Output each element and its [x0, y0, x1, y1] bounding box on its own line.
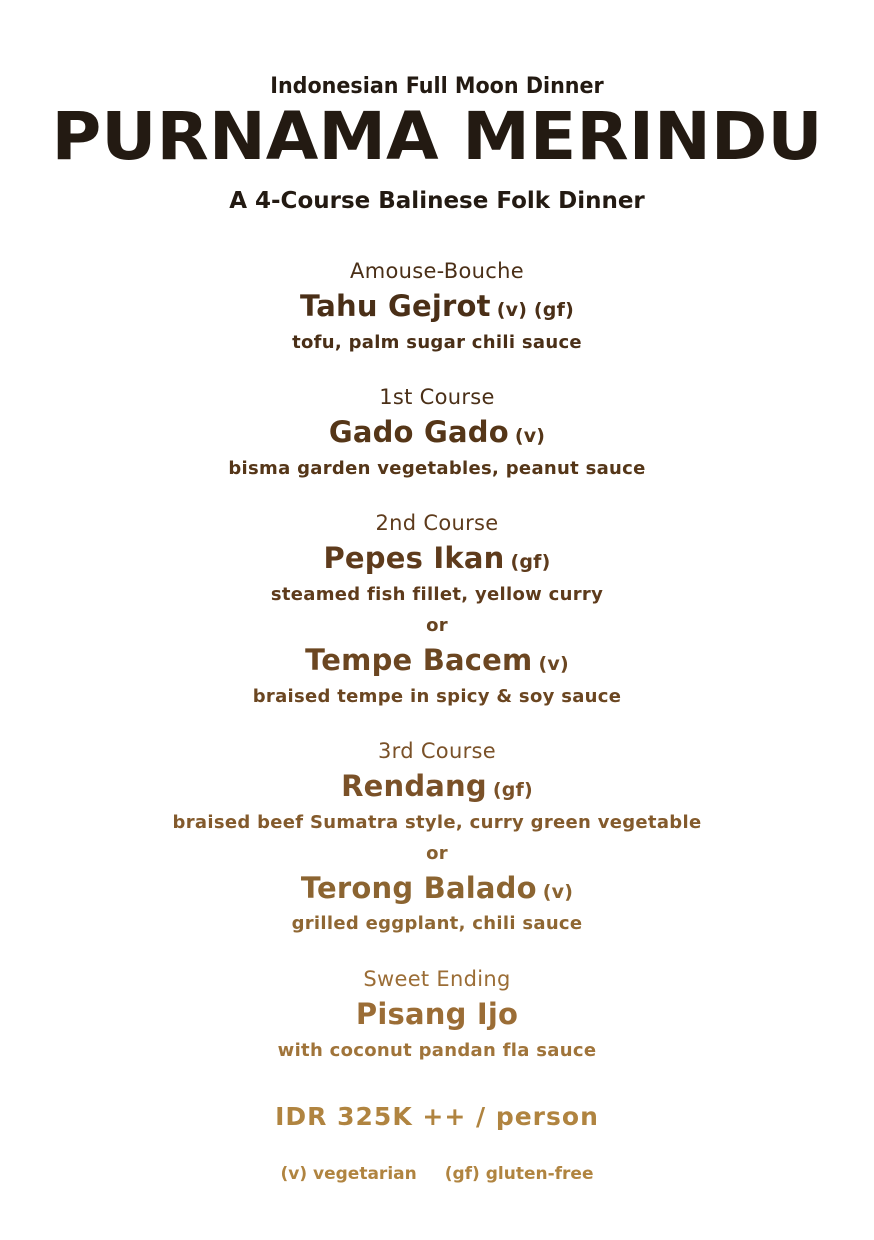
dish-rendang	[0, 769, 874, 803]
course-label-amuse-bouche: Amouse-Bouche	[350, 259, 524, 283]
course-label-first: 1st Course	[379, 385, 495, 409]
dish-name: Gado Gado	[328, 415, 509, 449]
dish-name: Pepes Ikan	[323, 541, 505, 575]
diet-marker: (v)	[514, 425, 546, 447]
course-label-second: 2nd Course	[375, 511, 499, 535]
dish-name: Tahu Gejrot	[300, 289, 491, 323]
dish-description: tofu, palm sugar chili sauce	[292, 332, 582, 353]
diet-marker: (v)	[538, 653, 569, 675]
dish-name: Tempe Bacem	[305, 643, 533, 677]
diet-marker: (gf)	[492, 779, 533, 801]
dish-pisang-ijo	[0, 997, 874, 1031]
dish-description: braised tempe in spicy & soy sauce	[252, 686, 622, 707]
dish-gado-gado	[0, 415, 874, 449]
diet-marker: (v)	[542, 881, 574, 903]
or-separator: or	[426, 843, 448, 864]
price: IDR 325K ++ / person	[275, 1102, 599, 1131]
dish-name: Terong Balado	[300, 871, 537, 905]
dish-tempe-bacem	[0, 643, 874, 677]
dish-description: grilled eggplant, chili sauce	[291, 913, 583, 934]
dish-terong-balado	[0, 871, 874, 905]
or-separator: or	[426, 615, 448, 636]
menu-title: PURNAMA MERINDU	[51, 98, 823, 175]
diet-marker: (gf)	[510, 551, 551, 573]
dish-description: braised beef Sumatra style, curry green vegetable	[172, 812, 702, 833]
menu-tagline: A 4-Course Balinese Folk Dinner	[229, 188, 645, 214]
dish-description: bisma garden vegetables, peanut sauce	[228, 458, 646, 479]
dish-name: Pisang Ijo	[355, 997, 519, 1031]
legend-vegetarian: (v) vegetarian	[280, 1164, 417, 1184]
course-label-dessert: Sweet Ending	[363, 967, 511, 991]
dish-description: with coconut pandan fla sauce	[277, 1040, 597, 1061]
dish-pepes-ikan	[0, 541, 874, 575]
dish-name: Rendang	[341, 769, 487, 803]
legend-gluten-free: (gf) gluten-free	[444, 1164, 594, 1184]
menu-subtitle: Indonesian Full Moon Dinner	[270, 74, 604, 99]
diet-legend	[0, 1166, 874, 1183]
course-label-third: 3rd Course	[378, 739, 496, 763]
dish-tahu-gejrot	[0, 289, 874, 323]
diet-marker: (v) (gf)	[496, 299, 574, 321]
dish-description: steamed fish fillet, yellow curry	[270, 584, 604, 605]
